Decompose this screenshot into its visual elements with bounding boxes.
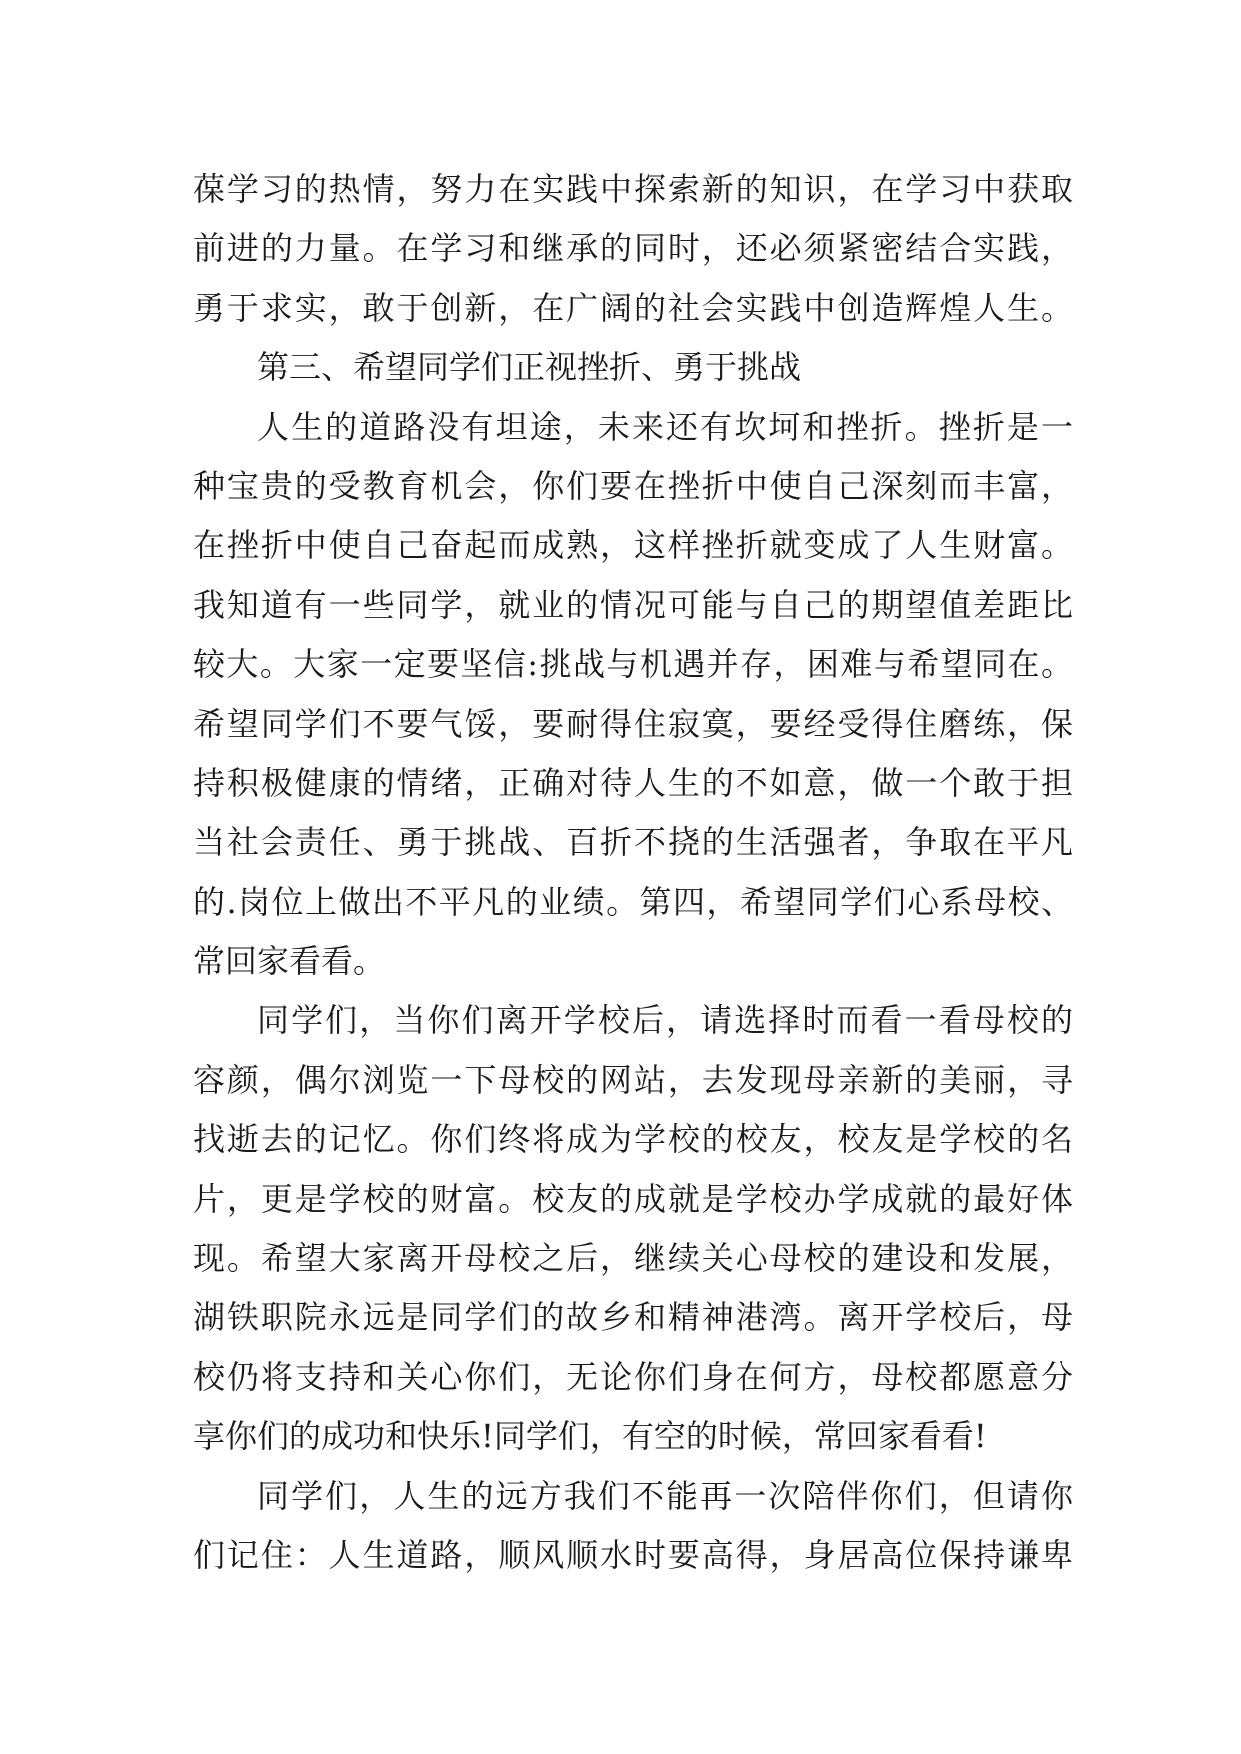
text-line: 希望同学们不要气馁，要耐得住寂寞，要经受得住磨练，保	[193, 704, 1073, 743]
text-line: 持积极健康的情绪，正确对待人生的不如意，做一个敢于担	[193, 763, 1073, 802]
text-line: 容颜，偶尔浏览一下母校的网站，去发现母亲新的美丽，寻	[193, 1060, 1073, 1099]
text-line: 现。希望大家离开母校之后，继续关心母校的建设和发展，	[193, 1239, 1073, 1278]
text-line: 校仍将支持和关心你们，无论你们身在何方，母校都愿意分	[193, 1357, 1073, 1396]
text-line: 第三、希望同学们正视挫折、勇于挑战	[257, 348, 802, 387]
text-line: 在挫折中使自己奋起而成熟，这样挫折就变成了人生财富。	[193, 526, 1073, 565]
body-text	[193, 160, 1073, 1585]
text-line: 同学们，当你们离开学校后，请选择时而看一看母校的	[257, 1001, 1073, 1040]
text-line: 湖铁职院永远是同学们的故乡和精神港湾。离开学校后，母	[193, 1298, 1073, 1337]
text-line: 们记住：人生道路，顺风顺水时要高得，身居高位保持谦卑	[193, 1535, 1073, 1574]
text-line: 前进的力量。在学习和继承的同时，还必须紧密结合实践，	[193, 229, 1073, 268]
text-line: 种宝贵的受教育机会，你们要在挫折中使自己深刻而丰富，	[193, 466, 1073, 505]
text-line: 的.岗位上做出不平凡的业绩。第四，希望同学们心系母校、	[193, 882, 1073, 921]
text-line: 常回家看看。	[193, 942, 386, 981]
text-line: 勇于求实，敢于创新，在广阔的社会实践中创造辉煌人生。	[193, 288, 1073, 327]
text-line: 人生的道路没有坦途，未来还有坎坷和挫折。挫折是一	[257, 407, 1073, 446]
text-line: 同学们，人生的远方我们不能再一次陪伴你们，但请你	[257, 1476, 1073, 1515]
text-line: 片，更是学校的财富。校友的成就是学校办学成就的最好体	[193, 1179, 1073, 1218]
text-line: 当社会责任、勇于挑战、百折不挠的生活强者，争取在平凡	[193, 823, 1073, 862]
text-line: 葆学习的热情，努力在实践中探索新的知识，在学习中获取	[193, 170, 1073, 208]
text-line: 我知道有一些同学，就业的情况可能与自己的期望值差距比	[193, 585, 1073, 624]
text-line: 较大。大家一定要坚信:挑战与机遇并存，困难与希望同在。	[193, 645, 1073, 684]
text-line: 找逝去的记忆。你们终将成为学校的校友，校友是学校的名	[193, 1120, 1073, 1159]
text-line: 享你们的成功和快乐!同学们，有空的时候，常回家看看!	[193, 1417, 987, 1456]
